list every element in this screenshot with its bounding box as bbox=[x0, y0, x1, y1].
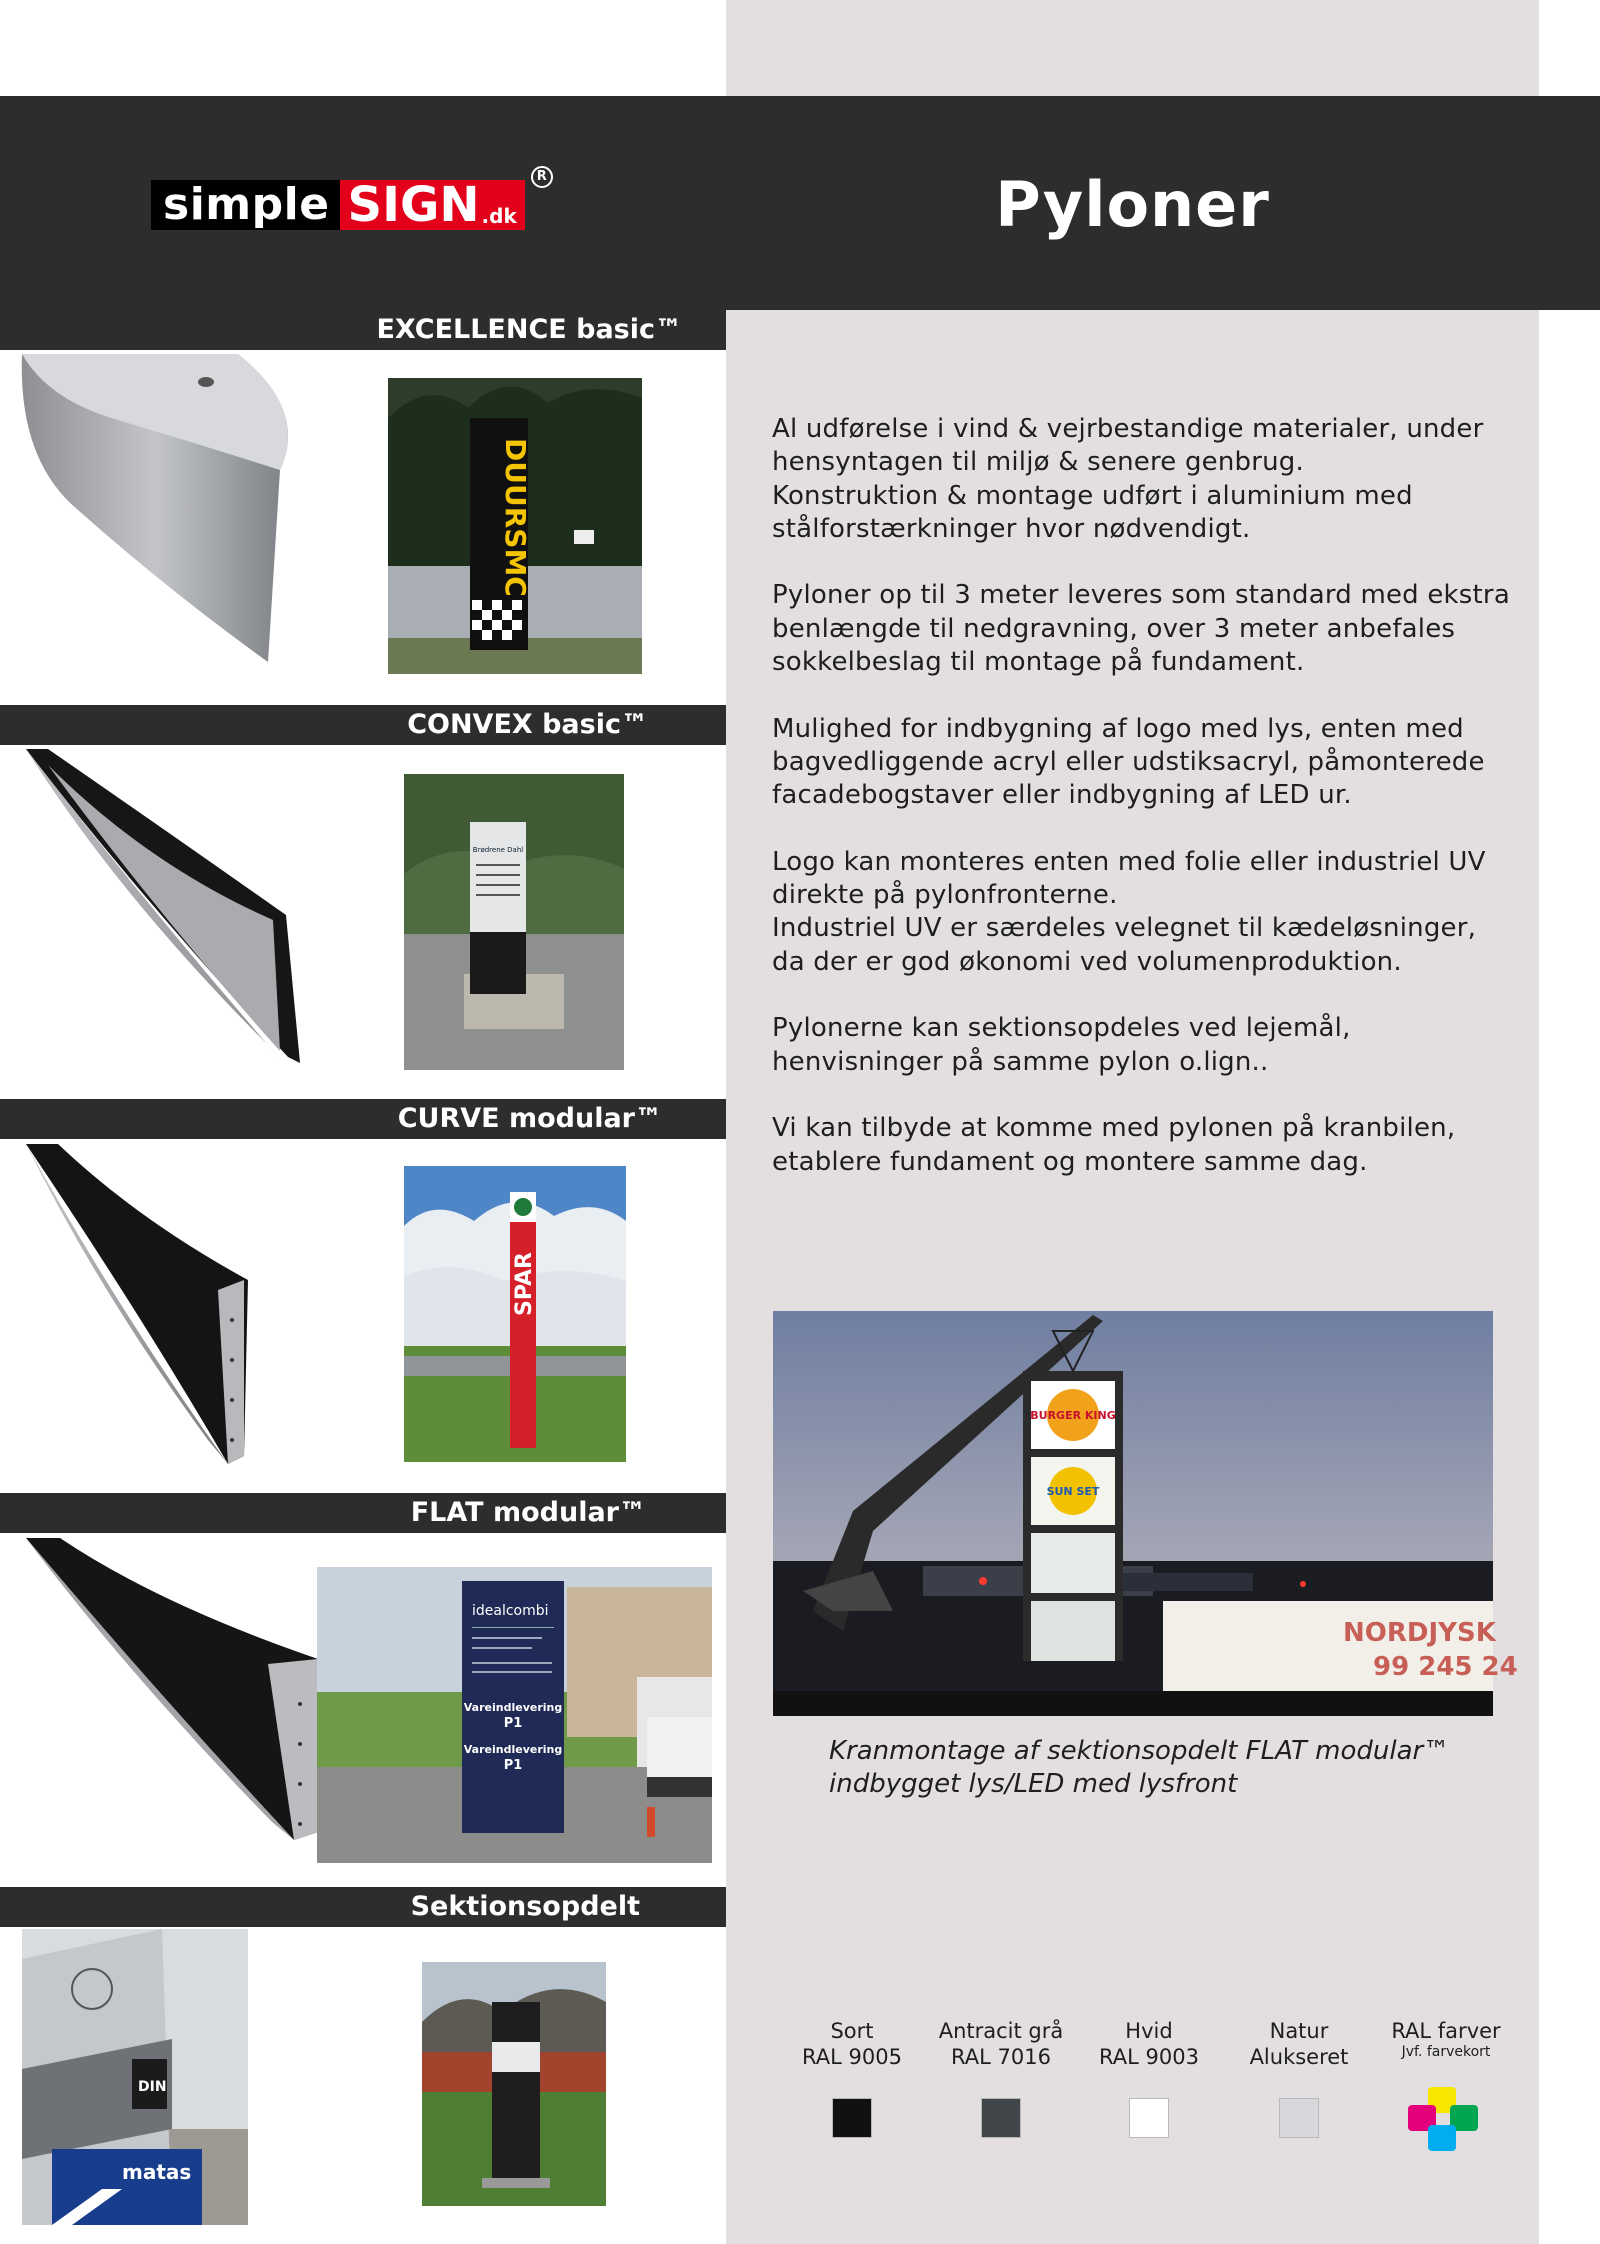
body-text bbox=[772, 413, 1512, 1212]
body-paragraph-1: Al udførelse i vind & vejrbestandige materialer, under hensyntagen til miljø & senere genbrug. Konstruktion & montage udført i aluminium med stålforstærkninger hvor nødvendigt. bbox=[772, 414, 1484, 544]
convex-profile-image bbox=[18, 745, 308, 1065]
section-bar-excellence: EXCELLENCE basic™ bbox=[0, 310, 726, 350]
color-option-hvid bbox=[1084, 2018, 1214, 2070]
flat-sign-p1b: P1 bbox=[503, 1758, 523, 1773]
flat-sign-line2: Vareindlevering bbox=[463, 1743, 563, 1756]
body-paragraph-5: Pylonerne kan sektionsopdeles ved lejemål, henvisninger på samme pylon o.lign.. bbox=[772, 1013, 1351, 1077]
excellence-profile-image bbox=[18, 350, 293, 662]
excellence-sign-text: DUURSMC bbox=[499, 438, 532, 597]
flat-sign-line1: Vareindlevering bbox=[463, 1701, 563, 1714]
flat-sign-p1a: P1 bbox=[503, 1716, 523, 1731]
crane-bk-text: BURGER KING bbox=[1030, 1409, 1116, 1422]
color-code: Alukseret bbox=[1249, 2045, 1349, 2069]
section-bar-curve: CURVE modular™ bbox=[0, 1099, 726, 1139]
color-name: Antracit grå bbox=[938, 2019, 1064, 2043]
color-code: RAL 7016 bbox=[951, 2045, 1051, 2069]
crane-truck-text-1: NORDJYSK bbox=[1343, 1618, 1496, 1648]
convex-sign-text: Brødrene Dahl bbox=[472, 846, 524, 854]
swatch-ral-multicolor-icon bbox=[1406, 2085, 1482, 2155]
excellence-photo bbox=[388, 378, 642, 674]
color-code: RAL 9005 bbox=[802, 2045, 902, 2069]
body-paragraph-6: Vi kan tilbyde at komme med pylonen på kranbilen, etablere fundament og montere samme dag. bbox=[772, 1113, 1456, 1177]
color-option-sort bbox=[787, 2018, 917, 2070]
registered-icon: R bbox=[531, 166, 553, 188]
flat-sign-brand: idealcombi bbox=[472, 1603, 549, 1619]
simplesign-logo bbox=[151, 169, 547, 233]
logo-sign-text: SIGN bbox=[347, 177, 480, 233]
color-option-antracit bbox=[936, 2018, 1066, 2070]
logo-simple: simple bbox=[151, 180, 340, 230]
swatch-natur bbox=[1279, 2098, 1319, 2138]
body-paragraph-4: Logo kan monteres enten med folie eller industriel UV direkte på pylonfronterne. Industriel UV er særdeles velegnet til kædeløsninger, da der er god økonomi ved volumenproduktion. bbox=[772, 846, 1486, 977]
crane-caption bbox=[829, 1735, 1509, 1801]
sektion-photo-1 bbox=[22, 1929, 248, 2225]
swatch-antracit bbox=[981, 2098, 1021, 2138]
caption-line-2: indbygget lys/LED med lysfront bbox=[829, 1769, 1238, 1799]
body-paragraph-3: Mulighed for indbygning af logo med lys, enten med bagvedliggende acryl eller udstiksacryl, påmonterede facadebogstaver eller indbygning af LED ur. bbox=[772, 713, 1485, 811]
color-code: Jvf. farvekort bbox=[1401, 2044, 1491, 2060]
swatch-sort bbox=[832, 2098, 872, 2138]
flat-profile-image bbox=[18, 1534, 323, 1844]
color-name: Sort bbox=[830, 2019, 874, 2043]
sektion-photo-2 bbox=[422, 1962, 606, 2206]
color-option-ral bbox=[1381, 2018, 1511, 2060]
crane-truck-text-2: 99 245 24 bbox=[1373, 1652, 1518, 1682]
section-bar-convex: CONVEX basic™ bbox=[0, 705, 726, 745]
color-name: Natur bbox=[1269, 2019, 1329, 2043]
curve-photo bbox=[404, 1166, 626, 1462]
section-bar-flat: FLAT modular™ bbox=[0, 1493, 726, 1533]
section-bar-sektion: Sektionsopdelt bbox=[0, 1887, 726, 1927]
crane-photo bbox=[773, 1311, 1518, 1716]
color-name: Hvid bbox=[1125, 2019, 1173, 2043]
color-name: RAL farver bbox=[1391, 2019, 1501, 2043]
crane-sunset-text: SUN SET bbox=[1046, 1485, 1100, 1498]
color-code: RAL 9003 bbox=[1099, 2045, 1199, 2069]
convex-photo bbox=[404, 774, 624, 1070]
logo-sign bbox=[340, 177, 525, 233]
sektion-din-text: DIN bbox=[138, 2079, 167, 2095]
curve-profile-image bbox=[18, 1140, 258, 1468]
flat-photo bbox=[317, 1567, 712, 1863]
swatch-hvid bbox=[1129, 2098, 1169, 2138]
color-option-natur bbox=[1234, 2018, 1364, 2070]
logo-dk: .dk bbox=[481, 204, 517, 228]
sektion-matas-text: matas bbox=[122, 2160, 192, 2184]
page-title: Pyloner bbox=[995, 168, 1270, 241]
body-paragraph-2: Pyloner op til 3 meter leveres som standard med ekstra benlængde til nedgravning, over 3 meter anbefales sokkelbeslag til montage på fundament. bbox=[772, 580, 1510, 678]
caption-line-1: Kranmontage af sektionsopdelt FLAT modular™ bbox=[829, 1736, 1450, 1766]
curve-sign-text: SPAR bbox=[512, 1252, 537, 1316]
